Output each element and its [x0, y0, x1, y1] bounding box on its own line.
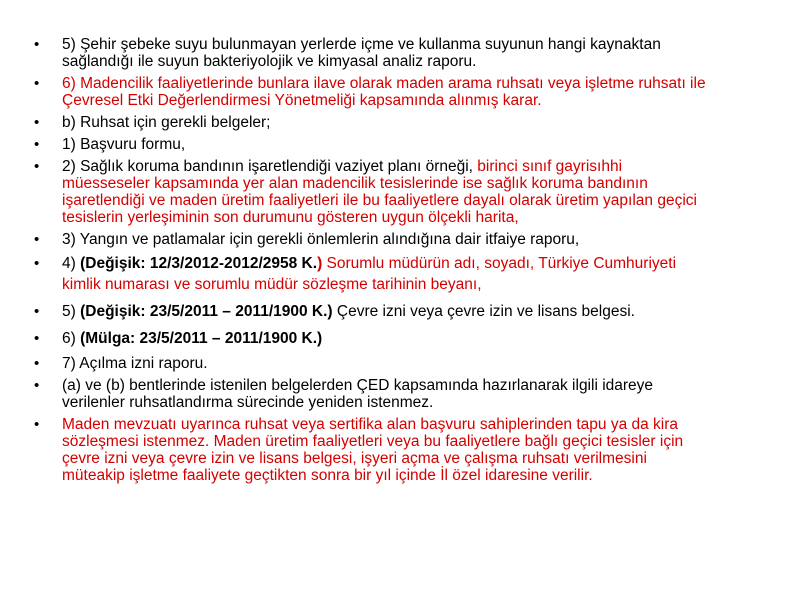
bullet-icon: • — [34, 75, 40, 92]
bullet-text: 6) — [62, 330, 81, 347]
bullet-text: Maden mevzuatı uyarınca ruhsat veya sertifika alan başvuru sahiplerinden tapu ya da kira sözleşmesi istenmez. Maden üretim faaliyetleri veya bu faaliyetlere bağlı geçici tesisler için çevre izni veya çevre izin ve lisans belgesi, işyeri açma ve çalışma ruhsatı verilmesini müteakip işletme faaliyete geçtikten sonra bir yıl içinde İl özel idaresine verilir. — [62, 416, 684, 484]
bullet-icon: • — [34, 303, 40, 320]
bullet-item — [34, 114, 714, 131]
bullet-text: 5) Şehir şebeke suyu bulunmayan yerlerde içme ve kullanma suyunun hangi kaynaktan sağlandığı ile suyun bakteriyolojik ve kimyasal analiz raporu. — [62, 36, 661, 70]
bullet-item — [34, 253, 714, 295]
bullet-text: (Mülga: 23/5/2011 – 2011/1900 K.) — [80, 330, 323, 347]
bullet-text: 5) — [62, 303, 81, 320]
bullet-item — [34, 355, 714, 372]
bullet-text: (Değişik: 23/5/2011 – 2011/1900 K.) — [80, 303, 333, 320]
bullet-item — [34, 136, 714, 153]
bullet-text: (a) ve (b) bentlerinde istenilen belgelerden ÇED kapsamında hazırlanarak ilgili idareye verilenler ruhsatlandırma sürecinde yeniden istenmez. — [62, 377, 654, 411]
bullet-icon: • — [34, 231, 40, 248]
bullet-icon: • — [34, 355, 40, 372]
bullet-item — [34, 377, 714, 411]
bullet-item — [34, 301, 714, 322]
bullet-item — [34, 416, 714, 484]
bullet-text: b) Ruhsat için gerekli belgeler; — [62, 114, 271, 131]
bullet-text: 6) Madencilik faaliyetlerinde bunlara ilave olarak maden arama ruhsatı veya işletme ruhsatı ile Çevresel Etki Değerlendirmesi Yönetmeliği kapsamında alınmış karar. — [62, 75, 706, 109]
bullet-icon: • — [34, 330, 40, 347]
bullet-item — [34, 158, 714, 226]
bullet-list — [34, 36, 714, 489]
bullet-item — [34, 36, 714, 70]
bullet-icon: • — [34, 114, 40, 131]
bullet-text: Sorumlu müdürün adı, soyadı, Türkiye Cumhuriyeti kimlik numarası ve sorumlu müdür sözleşme tarihinin beyanı, — [62, 255, 677, 293]
bullet-text: Çevre izni veya çevre izin ve lisans belgesi. — [332, 303, 635, 320]
bullet-text: ) — [317, 255, 323, 272]
bullet-text: (Değişik: 12/3/2012-2012/2958 K. — [80, 255, 318, 272]
bullet-text: 2) Sağlık koruma bandının işaretlendiği vaziyet planı örneği, — [62, 158, 478, 175]
bullet-icon: • — [34, 136, 40, 153]
bullet-text: 4) — [62, 255, 81, 272]
bullet-item — [34, 231, 714, 248]
bullet-icon: • — [34, 377, 40, 394]
bullet-text: 1) Başvuru formu, — [62, 136, 186, 153]
bullet-icon: • — [34, 255, 40, 272]
bullet-icon: • — [34, 36, 40, 53]
bullet-item — [34, 75, 714, 109]
bullet-item — [34, 328, 714, 349]
bullet-text: birinci sınıf gayrisıhhi müesseseler kapsamında yer alan madencilik tesislerinde ise sağlık koruma bandının işaretlendiği ve maden üretim faaliyetleri ile bu faaliyetlere dayalı olarak üretim yapılan geçici tesislerin yerleşiminin son durumunu gösteren uygun ölçekli harita, — [62, 158, 697, 226]
bullet-icon: • — [34, 158, 40, 175]
bullet-text: 7) Açılma izni raporu. — [62, 355, 208, 372]
bullet-icon: • — [34, 416, 40, 433]
bullet-text: 3) Yangın ve patlamalar için gerekli önlemlerin alındığına dair itfaiye raporu, — [62, 231, 580, 248]
